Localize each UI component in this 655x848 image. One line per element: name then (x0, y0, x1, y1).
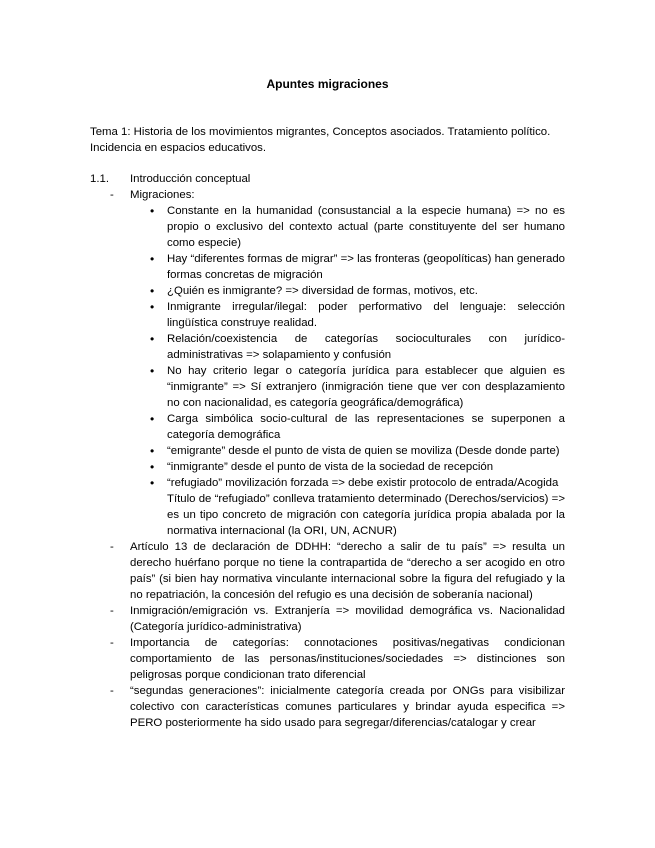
bullet-item (148, 443, 565, 459)
bullet-icon: • (150, 300, 155, 314)
dash-mark: - (110, 637, 114, 649)
bullet-item-refugiado (148, 475, 565, 539)
section-title: Introducción conceptual (130, 173, 251, 185)
bullet-text: Carga simbólica socio-cultural de las representaciones se superponen a categoría demográfica (167, 413, 565, 441)
bullet-list (130, 203, 565, 539)
bullet-icon: • (150, 252, 155, 266)
bullet-icon: • (150, 204, 155, 218)
dash-item (110, 539, 565, 603)
dash-mark: - (110, 189, 114, 201)
dash-item-text: Inmigración/emigración vs. Extranjería => movilidad demográfica vs. Nacionalidad (Categoría jurídico-administrativa) (130, 605, 565, 633)
bullet-text: ¿Quién es inmigrante? => diversidad de formas, motivos, etc. (167, 285, 478, 297)
bullet-item (148, 411, 565, 443)
migraciones-label: Migraciones: (130, 189, 195, 201)
bullet-icon: • (150, 444, 155, 458)
dash-mark: - (110, 605, 114, 617)
bullet-icon: • (150, 476, 155, 490)
dash-item-text: Importancia de categorías: connotaciones positivas/negativas condicionan comportamiento de las personas/instituciones/sociedades => distinciones son peligrosas porque condicionan trato diferencial (130, 637, 565, 681)
bullet-text: Constante en la humanidad (consustancial a la especie humana) => no es propio o exclusivo del contexto actual (parte constituyente del ser humano como especie) (167, 205, 565, 249)
dash-list (110, 187, 565, 731)
dash-item (110, 635, 565, 683)
section-heading (90, 171, 568, 187)
bullet-text: Inmigrante irregular/ilegal: poder performativo del lenguaje: selección lingüística construye realidad. (167, 301, 565, 329)
bullet-text: Relación/coexistencia de categorías socioculturales con jurídico-administrativas => solapamiento y confusión (167, 333, 565, 361)
bullet-icon: • (150, 332, 155, 346)
bullet-item (148, 331, 565, 363)
bullet-text: “emigrante” desde el punto de vista de quien se moviliza (Desde donde parte) (167, 445, 560, 457)
bullet-item (148, 459, 565, 475)
bullet-icon: • (150, 412, 155, 426)
topic-heading: Tema 1: Historia de los movimientos migrantes, Conceptos asociados. Tratamiento político. Incidencia en espacios educativos. (90, 126, 551, 154)
bullet-icon: • (150, 460, 155, 474)
dash-mark: - (110, 541, 114, 553)
bullet-icon: • (150, 364, 155, 378)
section-content (110, 187, 565, 731)
dash-item (110, 603, 565, 635)
bullet-item (148, 203, 565, 251)
bullet-item (148, 283, 565, 299)
bullet-icon: • (150, 284, 155, 298)
bullet-text-continued: Título de “refugiado” conlleva tratamiento determinado (Derechos/servicios) => es un tipo concreto de migración con categoría jurídica propia abalada por la normativa internacional (la ORI, UN, ACNUR) (167, 493, 565, 537)
dash-mark: - (110, 685, 114, 697)
document-title: Apuntes migraciones (266, 77, 389, 91)
dash-item-text: Artículo 13 de declaración de DDHH: “derecho a salir de tu país” => resulta un derecho huérfano porque no tiene la contrapartida de “derecho a ser acogido en otro país” (si bien hay normativa vinculante internacional sobre la figura del refugiado y la no repatriación, la concesión del refugio es una decisión de soberanía nacional) (130, 541, 565, 601)
bullet-item (148, 251, 565, 283)
bullet-text: “refugiado” movilización forzada => debe existir protocolo de entrada/Acogida (167, 477, 559, 489)
bullet-item (148, 299, 565, 331)
dash-item-text: “segundas generaciones”: inicialmente categoría creada por ONGs para visibilizar colectivo con características comunes particulares y brindar ayuda especifica => PERO posteriormente ha sido usado para segregar/diferencias/catalogar y crear (130, 685, 565, 729)
bullet-text: “inmigrante” desde el punto de vista de la sociedad de recepción (167, 461, 494, 473)
bullet-text: No hay criterio legar o categoría jurídica para establecer que alguien es “inmigrante” => Sí extranjero (inmigración tiene que ver con desplazamiento no con nacionalidad, es categoría geográfica/demográfica) (167, 365, 565, 409)
bullet-text: Hay “diferentes formas de migrar” => las fronteras (geopolíticas) han generado formas concretas de migración (167, 253, 565, 281)
section-number: 1.1. (90, 173, 109, 185)
bullet-item (148, 363, 565, 411)
dash-item-migraciones (110, 187, 565, 539)
dash-item (110, 683, 565, 731)
